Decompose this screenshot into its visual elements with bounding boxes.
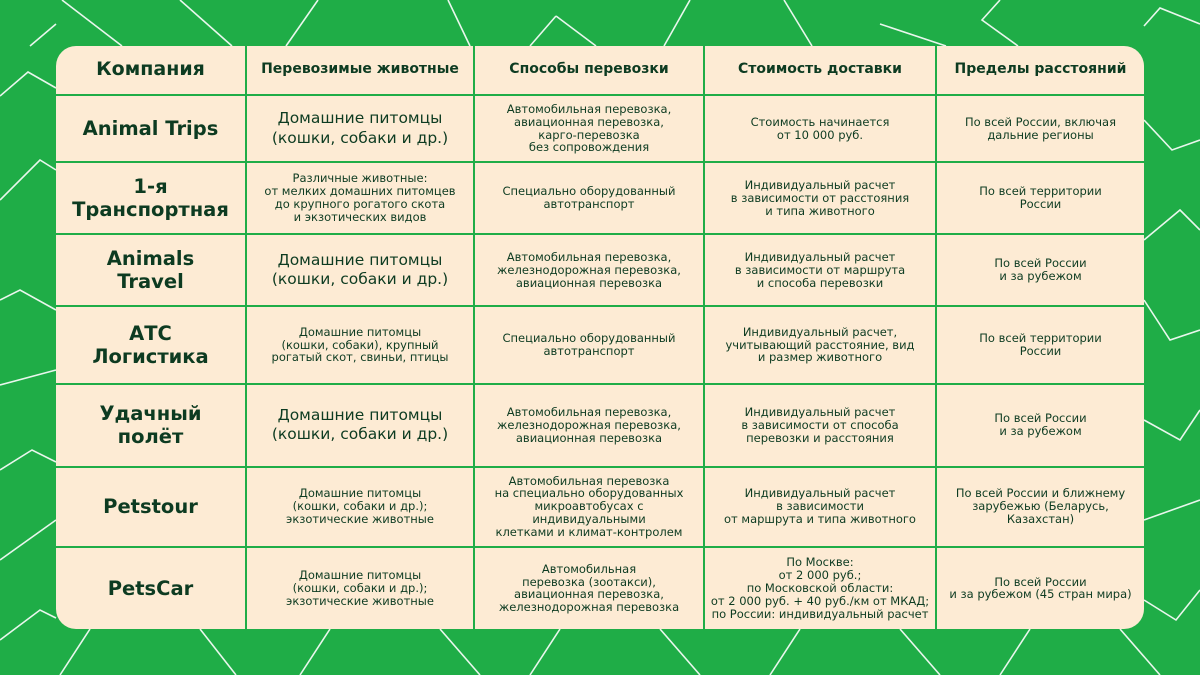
range-cell: По всей России и за рубежом [936, 384, 1144, 467]
cost-cell: Индивидуальный расчет в зависимости от расстояния и типа животного [704, 162, 936, 234]
cost-cell: Индивидуальный расчет в зависимости от способа перевозки и расстояния [704, 384, 936, 467]
methods-cell: Автомобильная перевозка, железнодорожная перевозка, авиационная перевозка [474, 234, 704, 306]
comparison-card [56, 46, 1144, 629]
methods-cell: Автомобильная перевозка, авиационная перевозка, карго-перевозка без сопровождения [474, 95, 704, 162]
header-animals: Перевозимые животные [246, 46, 474, 95]
table-row [56, 306, 1144, 383]
animals-cell: Домашние питомцы (кошки, собаки и др.) [246, 234, 474, 306]
header-row [56, 46, 1144, 95]
range-cell: По всей территории России [936, 162, 1144, 234]
company-cell: 1-я Транспортная [56, 162, 246, 234]
range-cell: По всей территории России [936, 306, 1144, 383]
animals-cell: Домашние питомцы (кошки, собаки и др.) [246, 384, 474, 467]
table-row [56, 162, 1144, 234]
methods-cell: Специально оборудованный автотранспорт [474, 162, 704, 234]
cost-cell: По Москве: от 2 000 руб.; по Московской области: от 2 000 руб. + 40 руб./км от МКАД; по России: индивидуальный расчет [704, 547, 936, 629]
company-cell: Animal Trips [56, 95, 246, 162]
table-row [56, 384, 1144, 467]
company-cell: Animals Travel [56, 234, 246, 306]
company-cell: Удачный полёт [56, 384, 246, 467]
cost-cell: Индивидуальный расчет, учитывающий расстояние, вид и размер животного [704, 306, 936, 383]
animals-cell: Домашние питомцы (кошки, собаки и др.); экзотические животные [246, 547, 474, 629]
header-methods: Способы перевозки [474, 46, 704, 95]
header-company: Компания [56, 46, 246, 95]
company-cell: Petstour [56, 467, 246, 547]
range-cell: По всей России и ближнему зарубежью (Беларусь, Казахстан) [936, 467, 1144, 547]
header-cost: Стоимость доставки [704, 46, 936, 95]
comparison-table [56, 46, 1144, 629]
table-row [56, 234, 1144, 306]
animals-cell: Домашние питомцы (кошки, собаки и др.) [246, 95, 474, 162]
methods-cell: Специально оборудованный автотранспорт [474, 306, 704, 383]
table-row [56, 467, 1144, 547]
table-row [56, 95, 1144, 162]
company-cell: АТС Логистика [56, 306, 246, 383]
cost-cell: Индивидуальный расчет в зависимости от маршрута и способа перевозки [704, 234, 936, 306]
company-cell: PetsCar [56, 547, 246, 629]
cost-cell: Индивидуальный расчет в зависимости от маршрута и типа животного [704, 467, 936, 547]
methods-cell: Автомобильная перевозка на специально оборудованных микроавтобусах с индивидуальными клетками и климат-контролем [474, 467, 704, 547]
methods-cell: Автомобильная перевозка (зоотакси), авиационная перевозка, железнодорожная перевозка [474, 547, 704, 629]
cost-cell: Стоимость начинается от 10 000 руб. [704, 95, 936, 162]
animals-cell: Домашние питомцы (кошки, собаки), крупный рогатый скот, свиньи, птицы [246, 306, 474, 383]
range-cell: По всей России и за рубежом (45 стран мира) [936, 547, 1144, 629]
animals-cell: Домашние питомцы (кошки, собаки и др.); экзотические животные [246, 467, 474, 547]
table-row [56, 547, 1144, 629]
animals-cell: Различные животные: от мелких домашних питомцев до крупного рогатого скота и экзотических видов [246, 162, 474, 234]
range-cell: По всей России, включая дальние регионы [936, 95, 1144, 162]
header-range: Пределы расстояний [936, 46, 1144, 95]
methods-cell: Автомобильная перевозка, железнодорожная перевозка, авиационная перевозка [474, 384, 704, 467]
range-cell: По всей России и за рубежом [936, 234, 1144, 306]
